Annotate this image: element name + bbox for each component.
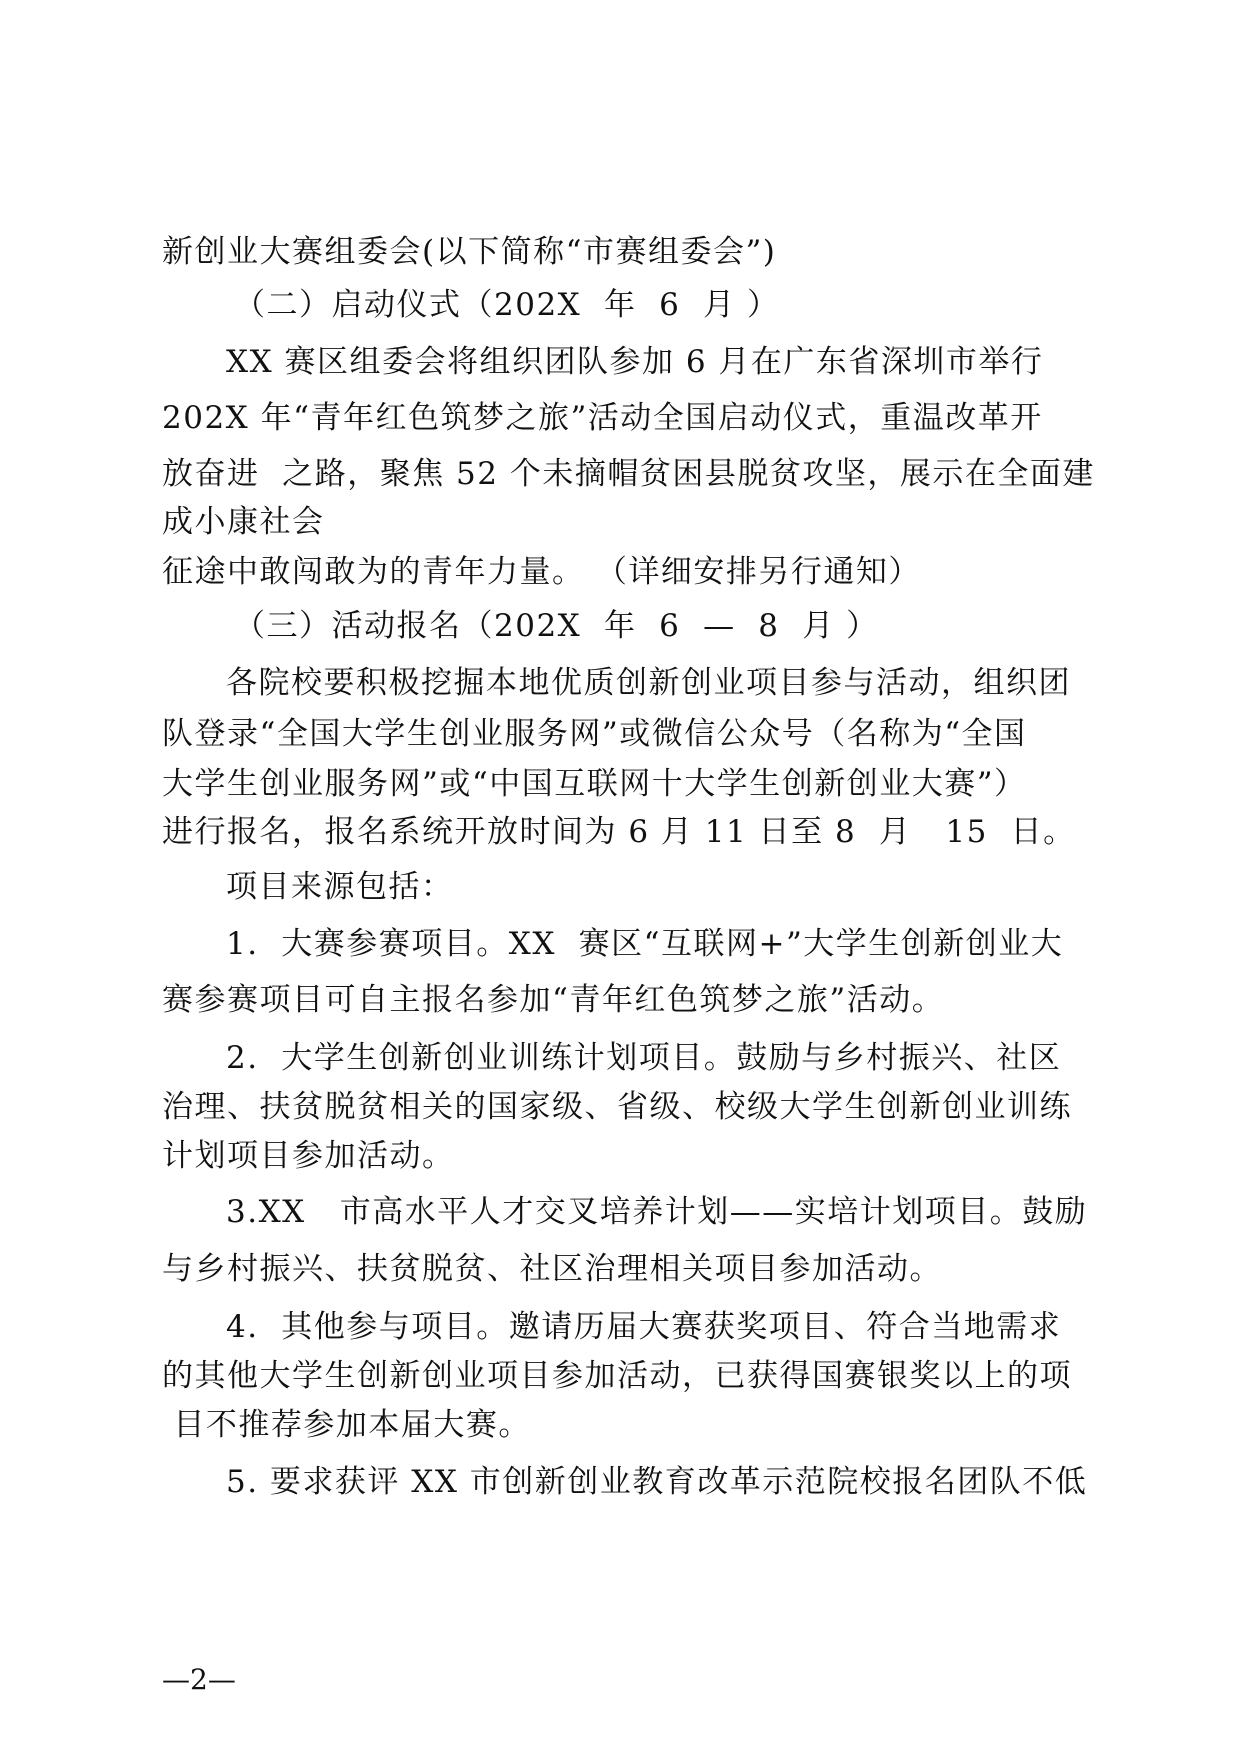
list-item-4: 4. 其他参与项目。邀请历届大赛获奖项目、符合当地需求: [226, 1309, 1062, 1345]
list-item-1: 1. 大赛参赛项目。XX 赛区“互联网+”大学生创新创业大: [226, 926, 1064, 962]
list-item-3: 3.XX 市高水平人才交叉培养计划——实培计划项目。鼓励: [226, 1194, 1088, 1230]
text-line: 项目来源包括：: [226, 869, 454, 905]
text-line: 各院校要积极挖掘本地优质创新创业项目参与活动，组织团: [226, 665, 1071, 701]
text-line: 新创业大赛组委会(以下简称“市赛组委会”): [162, 234, 777, 270]
text-line: 治理、扶贫脱贫相关的国家级、省级、校级大学生创新创业训练: [162, 1089, 1072, 1125]
text-line: 队登录“全国大学生创业服务网”或微信公众号（名称为“全国: [162, 716, 1027, 752]
text-line: 的其他大学生创新创业项目参加活动，已获得国赛银奖以上的项: [162, 1358, 1072, 1394]
text-line: XX 赛区组委会将组织团队参加 6 月在广东省深圳市举行: [226, 344, 1044, 380]
text-line: 赛参赛项目可自主报名参加“青年红色筑梦之旅”活动。: [162, 982, 945, 1018]
text-line: 大学生创业服务网”或“中国互联网十大学生创新创业大赛”）: [162, 766, 1027, 802]
text-line: 202X 年“青年红色筑梦之旅”活动全国启动仪式，重温改革开: [162, 400, 1043, 436]
text-line: 计划项目参加活动。: [162, 1138, 455, 1174]
text-line: 成小康社会: [162, 504, 325, 540]
text-line: 进行报名，报名系统开放时间为 6 月 11 日至 8 月 15 日。: [162, 814, 1076, 850]
list-item-2: 2. 大学生创新创业训练计划项目。鼓励与乡村振兴、社区: [226, 1040, 1062, 1076]
page-number: —2—: [162, 1663, 236, 1696]
list-item-5: 5. 要求获评 XX 市创新创业教育改革示范院校报名团队不低: [226, 1464, 1088, 1500]
text-line: 征途中敢闯敢为的青年力量。 （详细安排另行通知）: [162, 554, 921, 590]
text-line: 放奋进 之路，聚焦 52 个未摘帽贫困县脱贫攻坚，展示在全面建: [162, 456, 1095, 492]
section-heading-launch: （二）启动仪式（202X 年 6 月 ）: [234, 287, 780, 323]
section-heading-registration: （三）活动报名（202X 年 6 — 8 月 ）: [234, 608, 879, 644]
text-line: 目不推荐参加本届大赛。: [162, 1407, 531, 1443]
text-line: 与乡村振兴、扶贫脱贫、社区治理相关项目参加活动。: [162, 1251, 942, 1287]
